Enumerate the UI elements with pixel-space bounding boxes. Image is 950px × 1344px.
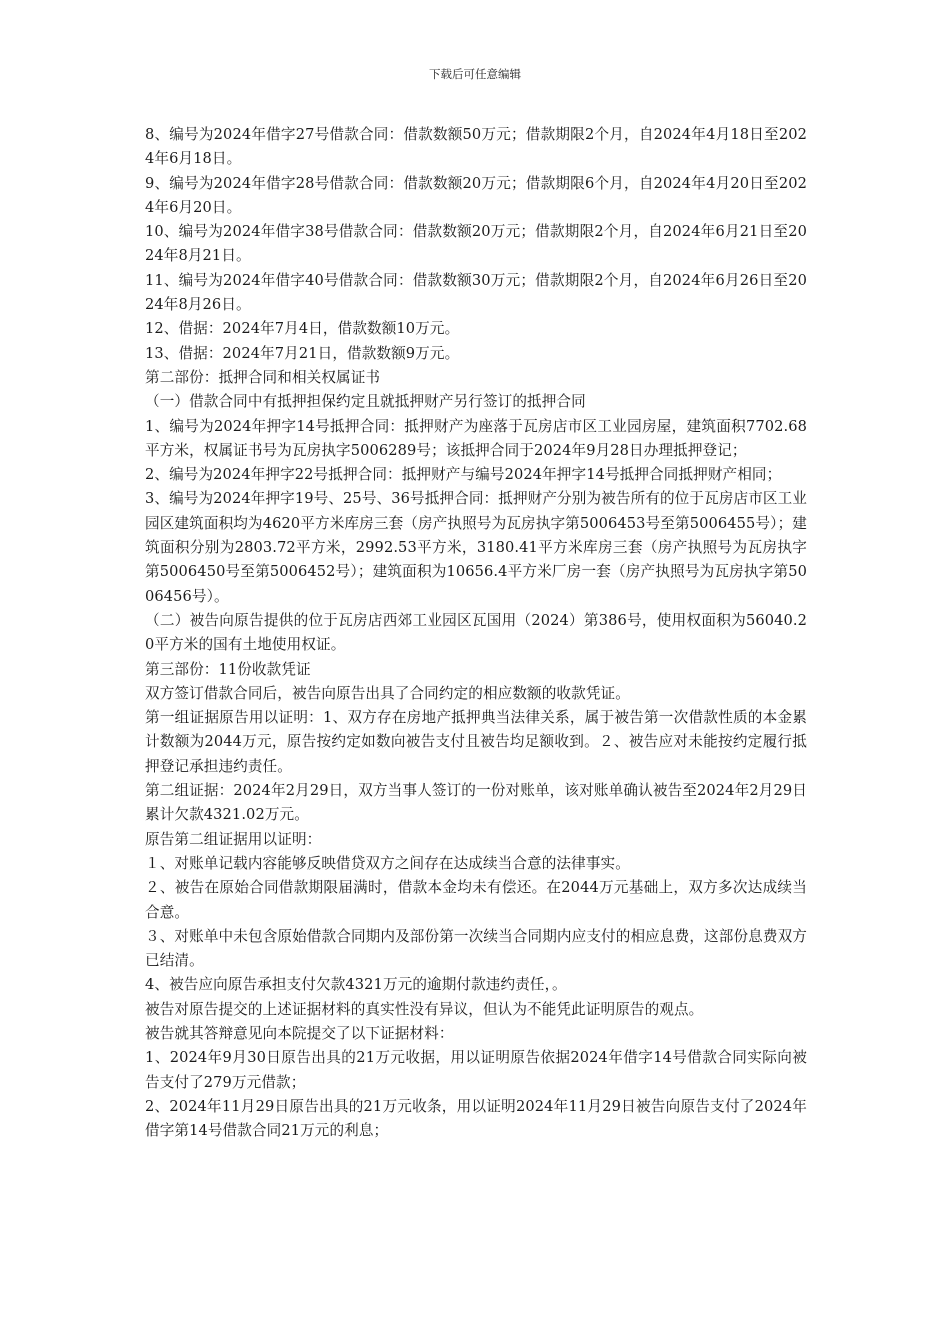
defendant-opinion: 被告对原告提交的上述证据材料的真实性没有异议，但认为不能凭此证明原告的观点。: [145, 1000, 704, 1018]
mortgage-item-2: 2、编号为2024年押字22号抵押合同：抵押财产与编号2024年押字14号抵押合同抵押财产相同；: [145, 466, 782, 484]
evidence-point-4: 4、被告应向原告承担支付欠款4321万元的逾期付款违约责任，。: [145, 976, 567, 994]
receipt-description: 双方签订借款合同后，被告向原告出具了合同约定的相应数额的收款凭证。: [145, 684, 630, 702]
paragraph-9: 9、编号为2024年借字28号借款合同：借款数额20万元；借款期限6个月，自2024年4月20日至2024年6月20日。: [145, 174, 807, 216]
defendant-evidence-2: 2、2024年11月29日原告出具的21万元收条，用以证明2024年11月29日被告向原告支付了2024年借字第14号借款合同21万元的利息；: [145, 1097, 807, 1140]
paragraph-11: 11、编号为2024年借字40号借款合同：借款数额30万元；借款期限2个月，自2024年6月26日至2024年8月26日。: [145, 271, 807, 314]
mortgage-item-3: 3、编号为2024年押字19号、25号、36号抵押合同：抵押财产分别为被告所有的位于瓦房店市区工业园区建筑面积均为4620平方米库房三套（房产执照号为瓦房执字第5006453号至第5006455号）；建筑面积分别为2803.72平方米，2992.53平方米，3180.41平方米库房三套（房产执照号为瓦房执字第5006450号至第5006452号）；建筑面积为10656.4平方米厂房一套（房产执照号为瓦房执字第5006456号）。: [145, 490, 807, 605]
evidence-point-1: １、对账单记载内容能够反映借贷双方之间存在达成续当合意的法律事实。: [145, 854, 630, 872]
section-heading-part-3: 第三部份：11份收款凭证: [145, 660, 311, 678]
page-header: 下载后可任意编辑: [429, 67, 521, 81]
subsection-heading-1: （一）借款合同中有抵押担保约定且就抵押财产另行签订的抵押合同: [145, 393, 586, 411]
defendant-evidence-1: 1、2024年9月30日原告出具的21万元收据，用以证明原告依据2024年借字14号借款合同实际向被告支付了279万元借款；: [145, 1049, 807, 1091]
paragraph-12: 12、借据：2024年7月4日，借款数额10万元。: [145, 320, 460, 338]
mortgage-item-1: 1、编号为2024年押字14号抵押合同：抵押财产为座落于瓦房店市区工业园房屋，建筑面积7702.68平方米，权属证书号为瓦房执字5006289号；该抵押合同于2024年9月28日办理抵押登记；: [145, 417, 807, 459]
paragraph-13: 13、借据：2024年7月21日，借款数额9万元。: [145, 344, 460, 362]
evidence-group-2-purpose: 原告第二组证据用以证明：: [145, 830, 322, 848]
subsection-heading-2: （二）被告向原告提供的位于瓦房店西郊工业园区瓦国用（2024）第386号，使用权面积为56040.20平方米的国有土地使用权证。: [145, 611, 807, 654]
evidence-point-3: ３、对账单中未包含原始借款合同期内及部份第一次续当合同期内应支付的相应息费，这部份息费双方已结清。: [145, 927, 807, 970]
document-body: [145, 123, 807, 1143]
paragraph-8: 8、编号为2024年借字27号借款合同：借款数额50万元；借款期限2个月，自2024年4月18日至2024年6月18日。: [145, 126, 807, 168]
paragraph-10: 10、编号为2024年借字38号借款合同：借款数额20万元；借款期限2个月，自2024年6月21日至2024年8月21日。: [145, 223, 807, 265]
evidence-point-2: ２、被告在原始合同借款期限届满时，借款本金均未有偿还。在2044万元基础上，双方多次达成续当合意。: [145, 879, 807, 921]
section-heading-part-2: 第二部份：抵押合同和相关权属证书: [145, 368, 381, 386]
evidence-group-2: 第二组证据：2024年2月29日，双方当事人签订的一份对账单，该对账单确认被告至2024年2月29日累计欠款4321.02万元。: [145, 782, 807, 824]
defendant-evidence-intro: 被告就其答辩意见向本院提交了以下证据材料：: [145, 1024, 454, 1042]
evidence-group-1: 第一组证据原告用以证明：1、双方存在房地产抵押典当法律关系，属于被告第一次借款性质的本金累计数额为2044万元，原告按约定如数向被告支付且被告均足额收到。２、被告应对未能按约定履行抵押登记承担违约责任。: [145, 709, 807, 775]
